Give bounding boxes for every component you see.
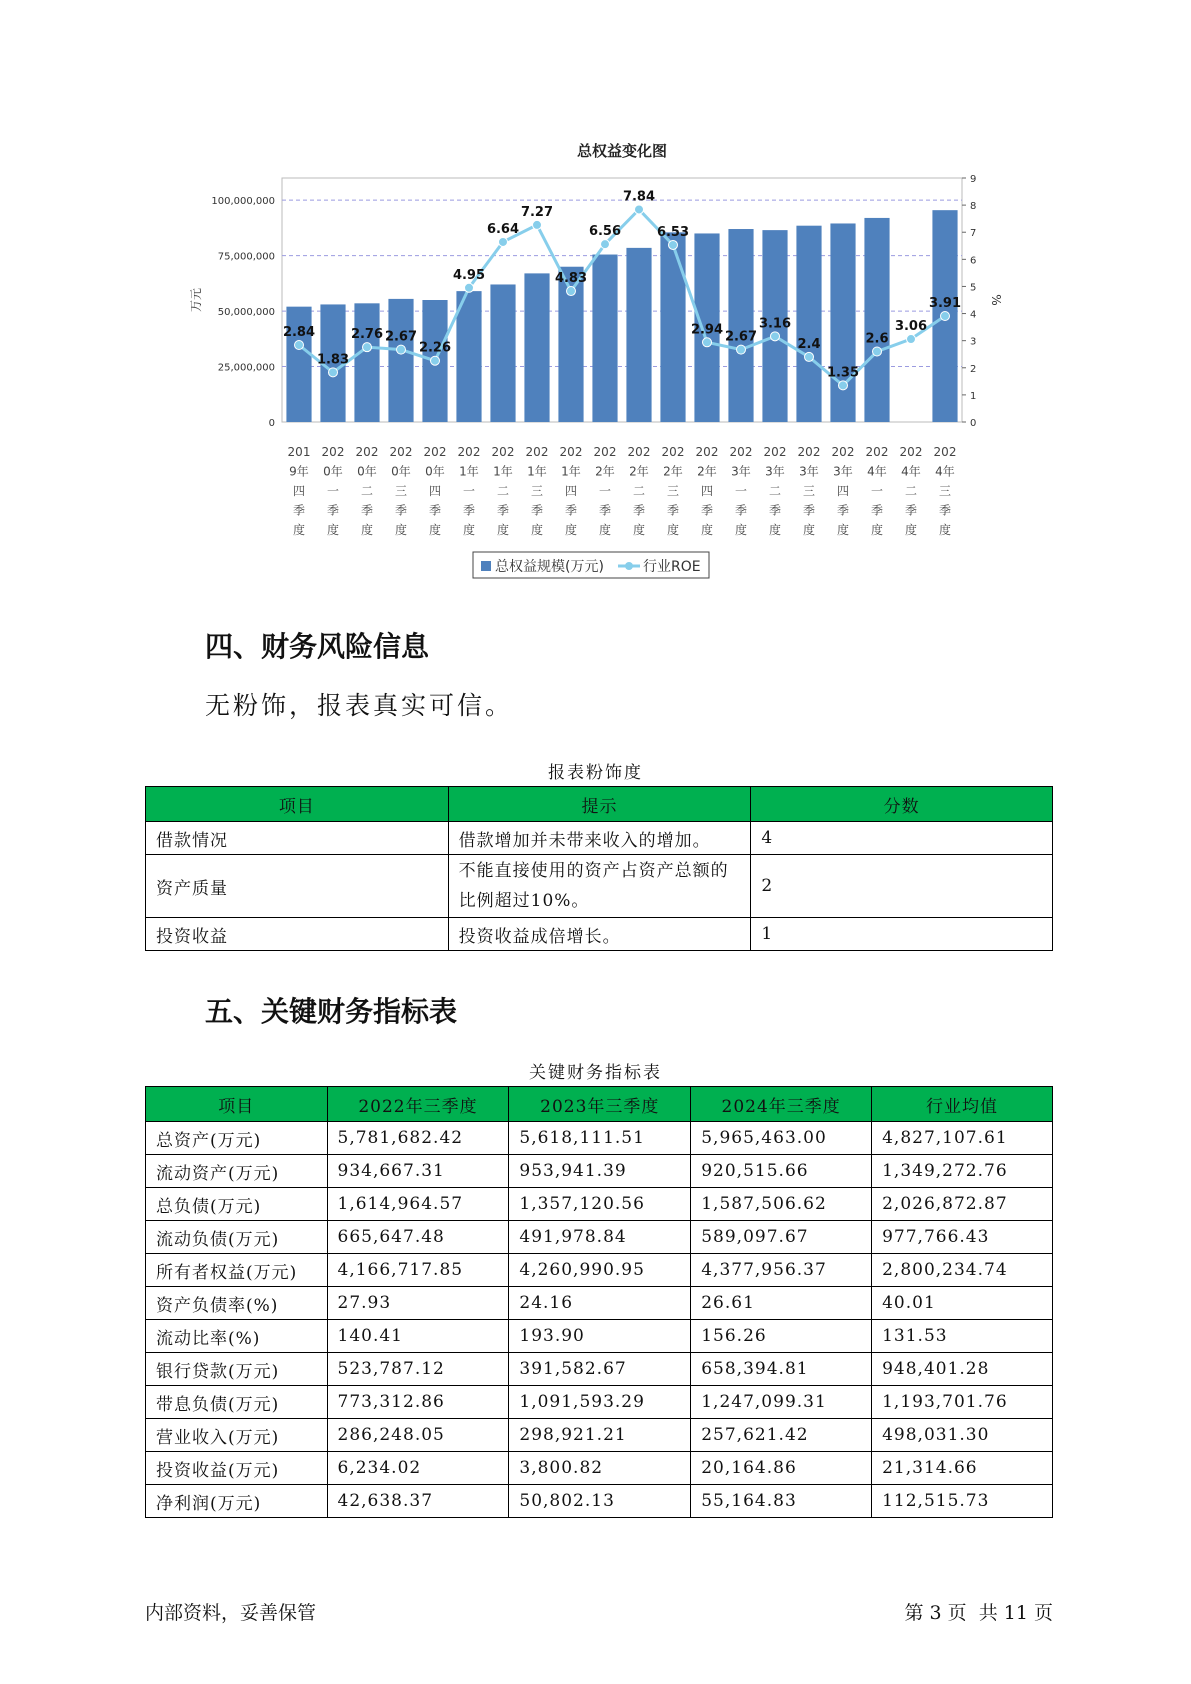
risk-score: 1 — [751, 918, 1053, 951]
x-axis-tick: 0年 — [391, 464, 411, 479]
kpi-item-cell: 流动资产(万元) — [146, 1155, 328, 1188]
kpi-value-cell: 1,193,701.76 — [872, 1386, 1053, 1419]
table-row — [146, 1155, 1053, 1188]
x-axis-tick: 度 — [700, 523, 714, 537]
table-row — [146, 1221, 1053, 1254]
table-row — [146, 1287, 1053, 1320]
right-axis-tick: 3 — [970, 336, 977, 348]
x-axis-tick: 二 — [360, 484, 374, 498]
data-label: 2.4 — [797, 336, 821, 352]
left-axis-tick: 100,000,000 — [211, 196, 275, 208]
x-axis-tick: 201 — [287, 445, 311, 459]
kpi-value-cell: 491,978.84 — [509, 1221, 691, 1254]
equity-chart — [180, 140, 1010, 600]
plot-frame — [282, 178, 962, 422]
data-label: 2.67 — [384, 329, 418, 345]
x-axis-tick: 202 — [627, 445, 651, 459]
table-row — [146, 855, 1053, 918]
x-axis-tick: 4年 — [935, 464, 955, 479]
kpi-value-cell: 589,097.67 — [691, 1221, 872, 1254]
data-label: 2.67 — [724, 329, 758, 345]
roe-point — [567, 287, 576, 296]
x-axis-tick: 四 — [564, 484, 578, 498]
kpi-value-cell: 4,260,990.95 — [509, 1254, 691, 1287]
kpi-value-cell: 1,614,964.57 — [327, 1188, 509, 1221]
x-axis-tick: 度 — [394, 523, 408, 537]
x-axis-tick: 1年 — [459, 464, 479, 479]
kpi-value-cell: 26.61 — [691, 1287, 872, 1320]
legend-bar-swatch — [481, 561, 491, 571]
kpi-value-cell: 948,401.28 — [872, 1353, 1053, 1386]
table-row — [146, 1452, 1053, 1485]
x-axis-tick: 季 — [292, 503, 306, 518]
x-axis-tick: 度 — [530, 523, 544, 537]
right-axis-tick: 6 — [970, 255, 977, 267]
bar — [830, 223, 855, 422]
kpi-value-cell: 20,164.86 — [691, 1452, 872, 1485]
x-axis-tick: 度 — [768, 523, 782, 537]
roe-point — [363, 343, 372, 352]
x-axis-tick: 季 — [360, 503, 374, 518]
right-axis-tick: 1 — [970, 390, 977, 402]
kpi-item-cell: 投资收益(万元) — [146, 1452, 328, 1485]
x-axis-tick: 202 — [525, 445, 549, 459]
x-axis-tick: 季 — [326, 503, 340, 518]
x-axis-tick: 3年 — [731, 464, 751, 479]
kpi-value-cell: 498,031.30 — [872, 1419, 1053, 1452]
x-axis-tick: 度 — [598, 523, 612, 537]
kpi-value-cell: 50,802.13 — [509, 1485, 691, 1518]
data-label: 1.83 — [316, 352, 350, 368]
roe-point — [669, 240, 678, 249]
kpi-value-cell: 523,787.12 — [327, 1353, 509, 1386]
risk-header-tip: 提示 — [448, 787, 751, 822]
left-axis-tick: 50,000,000 — [217, 307, 275, 319]
x-axis-tick: 季 — [632, 503, 646, 518]
x-axis-tick: 3年 — [765, 464, 785, 479]
bar — [490, 284, 515, 422]
data-label: 6.56 — [588, 224, 622, 240]
x-axis-tick: 202 — [933, 445, 957, 459]
x-axis-tick: 三 — [530, 484, 544, 498]
kpi-value-cell: 131.53 — [872, 1320, 1053, 1353]
x-axis-tick: 2年 — [697, 464, 717, 479]
right-axis-tick: 8 — [970, 201, 977, 213]
kpi-value-cell: 1,247,099.31 — [691, 1386, 872, 1419]
kpi-value-cell: 257,621.42 — [691, 1419, 872, 1452]
x-axis-tick: 度 — [666, 523, 680, 537]
right-axis-tick: 4 — [970, 309, 977, 321]
risk-score: 2 — [751, 855, 1053, 918]
x-axis-tick: 202 — [321, 445, 345, 459]
right-axis-tick: 7 — [970, 228, 977, 240]
risk-tip: 借款增加并未带来收入的增加。 — [448, 822, 751, 855]
right-axis-tick: 5 — [970, 282, 977, 294]
kpi-value-cell: 1,349,272.76 — [872, 1155, 1053, 1188]
kpi-table — [145, 1086, 1053, 1518]
data-label: 4.95 — [452, 267, 486, 283]
kpi-value-cell: 953,941.39 — [509, 1155, 691, 1188]
table-row — [146, 1188, 1053, 1221]
right-axis-tick: 9 — [970, 174, 977, 185]
x-axis-tick: 度 — [564, 523, 578, 537]
footer-page-number: 第 3 页 共 11 页 — [904, 1602, 1053, 1624]
x-axis-tick: 202 — [661, 445, 685, 459]
kpi-value-cell: 4,827,107.61 — [872, 1122, 1053, 1155]
x-axis-tick: 202 — [457, 445, 481, 459]
x-axis-tick: 一 — [734, 484, 748, 498]
kpi-value-cell: 2,800,234.74 — [872, 1254, 1053, 1287]
x-axis-tick: 季 — [462, 503, 476, 518]
legend-bar-label: 总权益规模(万元) — [495, 559, 604, 575]
kpi-value-cell: 40.01 — [872, 1287, 1053, 1320]
roe-point — [703, 338, 712, 347]
x-axis-tick: 2年 — [663, 464, 683, 479]
kpi-item-cell: 带息负债(万元) — [146, 1386, 328, 1419]
kpi-value-cell: 112,515.73 — [872, 1485, 1053, 1518]
x-axis-tick: 202 — [865, 445, 889, 459]
kpi-header-cell: 行业均值 — [872, 1087, 1053, 1122]
x-axis-tick: 202 — [695, 445, 719, 459]
kpi-value-cell: 1,091,593.29 — [509, 1386, 691, 1419]
x-axis-tick: 度 — [326, 523, 340, 537]
kpi-item-cell: 资产负债率(%) — [146, 1287, 328, 1320]
roe-point — [533, 220, 542, 229]
kpi-item-cell: 所有者权益(万元) — [146, 1254, 328, 1287]
x-axis-tick: 度 — [428, 523, 442, 537]
x-axis-tick: 季 — [428, 503, 442, 518]
x-axis-tick: 二 — [632, 484, 646, 498]
kpi-value-cell: 977,766.43 — [872, 1221, 1053, 1254]
x-axis-tick: 二 — [496, 484, 510, 498]
roe-point — [431, 356, 440, 365]
data-label: 7.27 — [520, 204, 554, 220]
x-axis-tick: 季 — [870, 503, 884, 518]
kpi-item-cell: 总负债(万元) — [146, 1188, 328, 1221]
kpi-header-cell: 项目 — [146, 1087, 328, 1122]
x-axis-tick: 度 — [360, 523, 374, 537]
risk-score: 4 — [751, 822, 1053, 855]
bar — [456, 291, 481, 422]
data-label: 6.64 — [486, 221, 520, 237]
x-axis-tick: 度 — [496, 523, 510, 537]
roe-point — [465, 283, 474, 292]
x-axis-tick: 季 — [904, 503, 918, 518]
x-axis-tick: 季 — [802, 503, 816, 518]
roe-point — [635, 205, 644, 214]
roe-point — [771, 332, 780, 341]
x-axis-tick: 季 — [598, 503, 612, 518]
kpi-value-cell: 24.16 — [509, 1287, 691, 1320]
x-axis-tick: 202 — [831, 445, 855, 459]
table-row — [146, 1386, 1053, 1419]
table-row — [146, 1320, 1053, 1353]
data-label: 2.76 — [350, 327, 384, 343]
kpi-value-cell: 4,377,956.37 — [691, 1254, 872, 1287]
x-axis-tick: 度 — [938, 523, 952, 537]
x-axis-tick: 四 — [428, 484, 442, 498]
table-row — [146, 1419, 1053, 1452]
bar — [592, 255, 617, 422]
section-4-title: 四、财务风险信息 — [205, 630, 430, 663]
kpi-item-cell: 流动比率(%) — [146, 1320, 328, 1353]
x-axis-tick: 季 — [700, 503, 714, 518]
roe-point — [397, 345, 406, 354]
risk-item: 资产质量 — [146, 855, 449, 918]
x-axis-tick: 2年 — [629, 464, 649, 479]
risk-table — [145, 786, 1053, 951]
kpi-item-cell: 净利润(万元) — [146, 1485, 328, 1518]
data-label: 1.35 — [826, 365, 860, 381]
kpi-header-cell: 2022年三季度 — [327, 1087, 509, 1122]
x-axis-tick: 四 — [700, 484, 714, 498]
right-axis-tick: 2 — [970, 363, 977, 375]
x-axis-tick: 一 — [870, 484, 884, 498]
bar — [524, 273, 549, 422]
left-axis-tick: 0 — [268, 418, 275, 429]
table-row — [146, 1485, 1053, 1518]
roe-point — [737, 345, 746, 354]
bar — [864, 218, 889, 422]
x-axis-tick: 一 — [326, 484, 340, 498]
x-axis-tick: 一 — [598, 484, 612, 498]
x-axis-tick: 202 — [491, 445, 515, 459]
x-axis-tick: 1年 — [527, 464, 547, 479]
table-row — [146, 1353, 1053, 1386]
x-axis-tick: 季 — [836, 503, 850, 518]
kpi-value-cell: 1,587,506.62 — [691, 1188, 872, 1221]
x-axis-tick: 度 — [870, 523, 884, 537]
kpi-value-cell: 665,647.48 — [327, 1221, 509, 1254]
kpi-value-cell: 6,234.02 — [327, 1452, 509, 1485]
bar — [286, 307, 311, 422]
x-axis-tick: 四 — [292, 484, 306, 498]
roe-point — [329, 368, 338, 377]
x-axis-tick: 202 — [355, 445, 379, 459]
x-axis-tick: 季 — [564, 503, 578, 518]
x-axis-tick: 度 — [836, 523, 850, 537]
roe-point — [805, 352, 814, 361]
right-axis-tick: 0 — [970, 418, 977, 429]
x-axis-tick: 3年 — [799, 464, 819, 479]
data-label: 2.84 — [282, 325, 316, 341]
legend-line-marker — [625, 562, 633, 570]
x-axis-tick: 0年 — [323, 464, 343, 479]
kpi-value-cell: 193.90 — [509, 1320, 691, 1353]
data-label: 7.84 — [622, 189, 656, 205]
table-row — [146, 822, 1053, 855]
risk-item: 借款情况 — [146, 822, 449, 855]
x-axis-tick: 度 — [632, 523, 646, 537]
x-axis-tick: 三 — [666, 484, 680, 498]
risk-item: 投资收益 — [146, 918, 449, 951]
x-axis-tick: 季 — [666, 503, 680, 518]
kpi-value-cell: 934,667.31 — [327, 1155, 509, 1188]
x-axis-tick: 0年 — [357, 464, 377, 479]
x-axis-tick: 4年 — [901, 464, 921, 479]
x-axis-tick: 1年 — [561, 464, 581, 479]
risk-tip: 不能直接使用的资产占资产总额的比例超过10%。 — [448, 855, 751, 918]
kpi-value-cell: 298,921.21 — [509, 1419, 691, 1452]
x-axis-tick: 1年 — [493, 464, 513, 479]
x-axis-tick: 度 — [904, 523, 918, 537]
x-axis-tick: 度 — [292, 523, 306, 537]
x-axis-tick: 202 — [559, 445, 583, 459]
data-label: 2.94 — [690, 322, 724, 338]
risk-header-score: 分数 — [751, 787, 1053, 822]
kpi-header-cell: 2024年三季度 — [691, 1087, 872, 1122]
legend-line-label: 行业ROE — [643, 559, 701, 575]
x-axis-tick: 202 — [763, 445, 787, 459]
roe-point — [295, 341, 304, 350]
kpi-header-cell: 2023年三季度 — [509, 1087, 691, 1122]
x-axis-tick: 二 — [768, 484, 782, 498]
table-row — [146, 918, 1053, 951]
left-axis-label: 万元 — [189, 287, 203, 313]
x-axis-tick: 度 — [734, 523, 748, 537]
x-axis-tick: 四 — [836, 484, 850, 498]
data-label: 4.83 — [554, 271, 588, 287]
left-axis-tick: 75,000,000 — [217, 251, 275, 263]
data-label: 3.91 — [928, 295, 962, 311]
x-axis-tick: 202 — [389, 445, 413, 459]
x-axis-tick: 202 — [423, 445, 447, 459]
kpi-item-cell: 总资产(万元) — [146, 1122, 328, 1155]
kpi-value-cell: 55,164.83 — [691, 1485, 872, 1518]
risk-tip: 投资收益成倍增长。 — [448, 918, 751, 951]
bar — [626, 248, 651, 422]
section-5-title: 五、关键财务指标表 — [205, 995, 458, 1028]
x-axis-tick: 202 — [797, 445, 821, 459]
x-axis-tick: 一 — [462, 484, 476, 498]
data-label: 3.16 — [758, 316, 792, 332]
table-row — [146, 1254, 1053, 1287]
kpi-value-cell: 920,515.66 — [691, 1155, 872, 1188]
bar — [388, 299, 413, 422]
bar — [728, 229, 753, 422]
kpi-value-cell: 391,582.67 — [509, 1353, 691, 1386]
roe-point — [499, 237, 508, 246]
kpi-value-cell: 42,638.37 — [327, 1485, 509, 1518]
roe-point — [941, 311, 950, 320]
x-axis-tick: 季 — [394, 503, 408, 518]
kpi-item-cell: 银行贷款(万元) — [146, 1353, 328, 1386]
chart-title: 总权益变化图 — [576, 142, 668, 160]
table-row — [146, 1122, 1053, 1155]
x-axis-tick: 三 — [802, 484, 816, 498]
risk-table-caption: 报表粉饰度 — [548, 763, 643, 783]
kpi-table-caption: 关键财务指标表 — [529, 1063, 662, 1083]
kpi-value-cell: 5,965,463.00 — [691, 1122, 872, 1155]
kpi-value-cell: 658,394.81 — [691, 1353, 872, 1386]
data-label: 2.6 — [865, 331, 889, 347]
x-axis-tick: 季 — [938, 503, 952, 518]
kpi-item-cell: 营业收入(万元) — [146, 1419, 328, 1452]
data-label: 2.26 — [418, 340, 452, 356]
kpi-value-cell: 5,781,682.42 — [327, 1122, 509, 1155]
bar — [796, 226, 821, 422]
x-axis-tick: 季 — [768, 503, 782, 518]
data-label: 6.53 — [656, 224, 690, 240]
bar — [354, 303, 379, 422]
x-axis-tick: 9年 — [289, 464, 309, 479]
kpi-value-cell: 773,312.86 — [327, 1386, 509, 1419]
roe-point — [601, 240, 610, 249]
x-axis-tick: 202 — [899, 445, 923, 459]
roe-point — [907, 335, 916, 344]
kpi-value-cell: 27.93 — [327, 1287, 509, 1320]
kpi-value-cell: 156.26 — [691, 1320, 872, 1353]
bar — [660, 232, 685, 422]
roe-point — [839, 381, 848, 390]
x-axis-tick: 3年 — [833, 464, 853, 479]
x-axis-tick: 4年 — [867, 464, 887, 479]
kpi-value-cell: 1,357,120.56 — [509, 1188, 691, 1221]
kpi-value-cell: 3,800.82 — [509, 1452, 691, 1485]
footer-left: 内部资料，妥善保管 — [145, 1602, 317, 1624]
kpi-value-cell: 4,166,717.85 — [327, 1254, 509, 1287]
x-axis-tick: 季 — [530, 503, 544, 518]
kpi-item-cell: 流动负债(万元) — [146, 1221, 328, 1254]
x-axis-tick: 季 — [496, 503, 510, 518]
roe-point — [873, 347, 882, 356]
kpi-value-cell: 2,026,872.87 — [872, 1188, 1053, 1221]
x-axis-tick: 三 — [394, 484, 408, 498]
kpi-value-cell: 21,314.66 — [872, 1452, 1053, 1485]
kpi-value-cell: 140.41 — [327, 1320, 509, 1353]
x-axis-tick: 2年 — [595, 464, 615, 479]
right-axis-label: % — [989, 294, 1003, 306]
x-axis-tick: 季 — [734, 503, 748, 518]
x-axis-tick: 度 — [802, 523, 816, 537]
x-axis-tick: 二 — [904, 484, 918, 498]
left-axis-tick: 25,000,000 — [217, 362, 275, 374]
data-label: 3.06 — [894, 319, 928, 335]
x-axis-tick: 202 — [729, 445, 753, 459]
x-axis-tick: 202 — [593, 445, 617, 459]
kpi-value-cell: 5,618,111.51 — [509, 1122, 691, 1155]
x-axis-tick: 0年 — [425, 464, 445, 479]
risk-header-item: 项目 — [146, 787, 449, 822]
x-axis-tick: 三 — [938, 484, 952, 498]
kpi-value-cell: 286,248.05 — [327, 1419, 509, 1452]
section-4-text: 无粉饰，报表真实可信。 — [205, 691, 514, 720]
x-axis-tick: 度 — [462, 523, 476, 537]
